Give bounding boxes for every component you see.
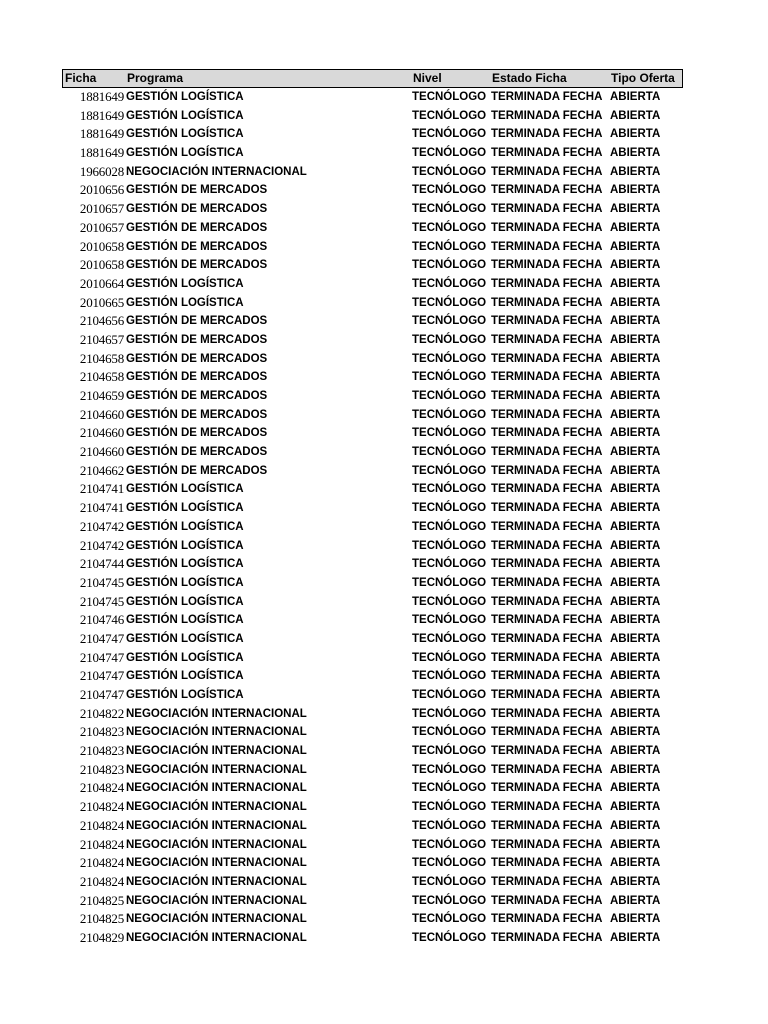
cell-ficha: 1881649 xyxy=(79,107,124,123)
cell-estado-ficha: TERMINADA FECHA xyxy=(491,801,603,814)
cell-nivel: TECNÓLOGO xyxy=(412,184,487,197)
table-row xyxy=(62,462,683,481)
cell-tipo-oferta: ABIERTA xyxy=(610,595,661,608)
cell-nivel: TECNÓLOGO xyxy=(412,91,487,103)
cell-nivel: TECNÓLOGO xyxy=(412,539,487,552)
cell-estado-ficha: TERMINADA FECHA xyxy=(491,296,603,309)
cell-programa: GESTIÓN LOGÍSTICA xyxy=(126,558,244,571)
cell-programa: GESTIÓN LOGÍSTICA xyxy=(126,670,244,683)
cell-tipo-oferta: ABIERTA xyxy=(610,408,661,421)
cell-nivel: TECNÓLOGO xyxy=(412,277,487,290)
cell-ficha: 2104747 xyxy=(79,687,124,702)
cell-programa: GESTIÓN DE MERCADOS xyxy=(126,446,268,459)
cell-tipo-oferta: ABIERTA xyxy=(610,558,661,571)
cell-nivel: TECNÓLOGO xyxy=(412,446,487,459)
cell-estado-ficha: TERMINADA FECHA xyxy=(491,184,603,197)
spreadsheet-table xyxy=(62,69,683,948)
cell-tipo-oferta: ABIERTA xyxy=(610,539,661,552)
table-row xyxy=(62,368,683,387)
cell-programa: GESTIÓN DE MERCADOS xyxy=(126,259,268,272)
table-row xyxy=(62,649,683,668)
cell-programa: NEGOCIACIÓN INTERNACIONAL xyxy=(126,763,307,776)
table-row xyxy=(62,294,683,313)
cell-programa: GESTIÓN LOGÍSTICA xyxy=(126,147,244,160)
table-row xyxy=(62,163,683,182)
cell-tipo-oferta: ABIERTA xyxy=(610,371,661,384)
table-row xyxy=(62,929,683,948)
table-row xyxy=(62,761,683,780)
cell-nivel: TECNÓLOGO xyxy=(412,875,487,888)
cell-ficha: 2104741 xyxy=(79,500,124,516)
header-programa: Programa xyxy=(127,71,184,85)
cell-nivel: TECNÓLOGO xyxy=(412,147,487,160)
table-row xyxy=(62,723,683,742)
cell-programa: GESTIÓN LOGÍSTICA xyxy=(126,539,244,552)
cell-estado-ficha: TERMINADA FECHA xyxy=(491,670,603,683)
cell-ficha: 2104824 xyxy=(79,799,124,815)
cell-ficha: 2104660 xyxy=(79,406,124,422)
cell-estado-ficha: TERMINADA FECHA xyxy=(491,857,603,870)
cell-ficha: 2104658 xyxy=(79,350,124,366)
table-row xyxy=(62,144,683,163)
cell-nivel: TECNÓLOGO xyxy=(412,726,487,739)
cell-ficha: 2104660 xyxy=(79,425,124,441)
table-row xyxy=(62,574,683,593)
table-row xyxy=(62,331,683,350)
cell-programa: GESTIÓN DE MERCADOS xyxy=(126,315,268,328)
cell-programa: GESTIÓN DE MERCADOS xyxy=(126,333,268,346)
cell-tipo-oferta: ABIERTA xyxy=(610,763,661,776)
cell-tipo-oferta: ABIERTA xyxy=(610,838,661,851)
cell-tipo-oferta: ABIERTA xyxy=(610,670,661,683)
cell-ficha: 2104823 xyxy=(79,761,124,777)
cell-nivel: TECNÓLOGO xyxy=(412,689,487,701)
cell-nivel: TECNÓLOGO xyxy=(412,819,487,832)
cell-estado-ficha: TERMINADA FECHA xyxy=(491,446,603,459)
cell-programa: GESTIÓN LOGÍSTICA xyxy=(126,689,244,701)
cell-ficha: 1881649 xyxy=(79,89,124,104)
header-estado-ficha: Estado Ficha xyxy=(492,71,567,85)
cell-ficha: 2104660 xyxy=(79,444,124,460)
cell-ficha: 2104825 xyxy=(79,892,124,908)
cell-ficha: 2104741 xyxy=(79,481,124,497)
cell-tipo-oferta: ABIERTA xyxy=(610,165,661,178)
table-row xyxy=(62,779,683,798)
cell-programa: NEGOCIACIÓN INTERNACIONAL xyxy=(126,875,307,888)
cell-programa: GESTIÓN DE MERCADOS xyxy=(126,427,268,440)
cell-programa: GESTIÓN DE MERCADOS xyxy=(126,221,268,234)
cell-programa: GESTIÓN LOGÍSTICA xyxy=(126,502,244,515)
cell-ficha: 2104823 xyxy=(79,724,124,740)
cell-nivel: TECNÓLOGO xyxy=(412,259,487,272)
cell-tipo-oferta: ABIERTA xyxy=(610,913,661,926)
cell-programa: GESTIÓN DE MERCADOS xyxy=(126,184,268,197)
cell-nivel: TECNÓLOGO xyxy=(412,109,487,122)
cell-ficha: 2104747 xyxy=(79,630,124,646)
cell-tipo-oferta: ABIERTA xyxy=(610,352,661,365)
cell-programa: NEGOCIACIÓN INTERNACIONAL xyxy=(126,913,307,926)
cell-nivel: TECNÓLOGO xyxy=(412,520,487,533)
cell-nivel: TECNÓLOGO xyxy=(412,333,487,346)
table-row xyxy=(62,107,683,126)
cell-ficha: 2104747 xyxy=(79,668,124,684)
cell-nivel: TECNÓLOGO xyxy=(412,801,487,814)
cell-estado-ficha: TERMINADA FECHA xyxy=(491,91,603,103)
cell-estado-ficha: TERMINADA FECHA xyxy=(491,614,603,627)
cell-ficha: 2010656 xyxy=(79,182,124,198)
cell-ficha: 2104657 xyxy=(79,331,124,347)
cell-programa: GESTIÓN LOGÍSTICA xyxy=(126,651,244,664)
cell-programa: NEGOCIACIÓN INTERNACIONAL xyxy=(126,782,307,795)
cell-nivel: TECNÓLOGO xyxy=(412,240,487,253)
table-row xyxy=(62,200,683,219)
cell-ficha: 2104823 xyxy=(79,743,124,759)
cell-estado-ficha: TERMINADA FECHA xyxy=(491,576,603,589)
cell-estado-ficha: TERMINADA FECHA xyxy=(491,558,603,571)
cell-estado-ficha: TERMINADA FECHA xyxy=(491,333,603,346)
cell-ficha: 2010657 xyxy=(79,219,124,235)
table-body xyxy=(62,88,683,948)
table-row xyxy=(62,499,683,518)
cell-nivel: TECNÓLOGO xyxy=(412,296,487,309)
cell-estado-ficha: TERMINADA FECHA xyxy=(491,165,603,178)
cell-estado-ficha: TERMINADA FECHA xyxy=(491,352,603,365)
cell-programa: GESTIÓN LOGÍSTICA xyxy=(126,483,244,496)
cell-estado-ficha: TERMINADA FECHA xyxy=(491,931,603,944)
table-row xyxy=(62,480,683,499)
cell-nivel: TECNÓLOGO xyxy=(412,221,487,234)
cell-nivel: TECNÓLOGO xyxy=(412,558,487,571)
table-row xyxy=(62,667,683,686)
cell-ficha: 2104745 xyxy=(79,593,124,609)
cell-ficha: 1966028 xyxy=(79,163,124,179)
cell-estado-ficha: TERMINADA FECHA xyxy=(491,689,603,701)
cell-nivel: TECNÓLOGO xyxy=(412,390,487,402)
cell-tipo-oferta: ABIERTA xyxy=(610,726,661,739)
table-row xyxy=(62,443,683,462)
table-row xyxy=(62,387,683,406)
header-ficha: Ficha xyxy=(65,71,97,85)
cell-programa: GESTIÓN DE MERCADOS xyxy=(126,352,268,365)
table-row xyxy=(62,611,683,630)
cell-tipo-oferta: ABIERTA xyxy=(610,277,661,290)
cell-tipo-oferta: ABIERTA xyxy=(610,296,661,309)
cell-nivel: TECNÓLOGO xyxy=(412,894,487,907)
cell-programa: GESTIÓN LOGÍSTICA xyxy=(126,614,244,627)
cell-nivel: TECNÓLOGO xyxy=(412,913,487,926)
cell-ficha: 2104829 xyxy=(79,929,124,945)
cell-programa: NEGOCIACIÓN INTERNACIONAL xyxy=(126,745,307,758)
cell-estado-ficha: TERMINADA FECHA xyxy=(491,259,603,272)
cell-nivel: TECNÓLOGO xyxy=(412,464,487,477)
cell-estado-ficha: TERMINADA FECHA xyxy=(491,782,603,795)
cell-programa: GESTIÓN LOGÍSTICA xyxy=(126,296,244,309)
cell-ficha: 2104745 xyxy=(79,574,124,590)
cell-programa: NEGOCIACIÓN INTERNACIONAL xyxy=(126,819,307,832)
cell-tipo-oferta: ABIERTA xyxy=(610,801,661,814)
cell-estado-ficha: TERMINADA FECHA xyxy=(491,128,603,141)
cell-programa: GESTIÓN LOGÍSTICA xyxy=(126,576,244,589)
cell-tipo-oferta: ABIERTA xyxy=(610,502,661,515)
table-row xyxy=(62,424,683,443)
table-row xyxy=(62,125,683,144)
cell-estado-ficha: TERMINADA FECHA xyxy=(491,408,603,421)
cell-tipo-oferta: ABIERTA xyxy=(610,894,661,907)
cell-tipo-oferta: ABIERTA xyxy=(610,315,661,328)
table-row xyxy=(62,275,683,294)
table-row xyxy=(62,238,683,257)
cell-nivel: TECNÓLOGO xyxy=(412,838,487,851)
cell-tipo-oferta: ABIERTA xyxy=(610,632,661,645)
cell-tipo-oferta: ABIERTA xyxy=(610,707,661,720)
cell-ficha: 2104662 xyxy=(79,462,124,478)
cell-nivel: TECNÓLOGO xyxy=(412,857,487,870)
table-row xyxy=(62,854,683,873)
cell-estado-ficha: TERMINADA FECHA xyxy=(491,539,603,552)
cell-tipo-oferta: ABIERTA xyxy=(610,576,661,589)
cell-ficha: 2010665 xyxy=(79,294,124,310)
cell-programa: GESTIÓN DE MERCADOS xyxy=(126,464,268,477)
cell-programa: GESTIÓN LOGÍSTICA xyxy=(126,595,244,608)
cell-nivel: TECNÓLOGO xyxy=(412,782,487,795)
cell-programa: NEGOCIACIÓN INTERNACIONAL xyxy=(126,165,307,178)
cell-programa: GESTIÓN LOGÍSTICA xyxy=(126,277,244,290)
cell-programa: GESTIÓN LOGÍSTICA xyxy=(126,632,244,645)
table-row xyxy=(62,312,683,331)
cell-ficha: 2010664 xyxy=(79,275,124,291)
table-row xyxy=(62,555,683,574)
cell-nivel: TECNÓLOGO xyxy=(412,651,487,664)
cell-tipo-oferta: ABIERTA xyxy=(610,259,661,272)
cell-nivel: TECNÓLOGO xyxy=(412,128,487,141)
cell-estado-ficha: TERMINADA FECHA xyxy=(491,502,603,515)
cell-nivel: TECNÓLOGO xyxy=(412,763,487,776)
cell-estado-ficha: TERMINADA FECHA xyxy=(491,464,603,477)
cell-ficha: 2104822 xyxy=(79,705,124,721)
cell-estado-ficha: TERMINADA FECHA xyxy=(491,427,603,440)
table-row xyxy=(62,350,683,369)
cell-programa: GESTIÓN DE MERCADOS xyxy=(126,203,268,216)
cell-tipo-oferta: ABIERTA xyxy=(610,333,661,346)
cell-estado-ficha: TERMINADA FECHA xyxy=(491,520,603,533)
table-row xyxy=(62,873,683,892)
cell-ficha: 2104742 xyxy=(79,518,124,534)
cell-programa: NEGOCIACIÓN INTERNACIONAL xyxy=(126,894,307,907)
cell-tipo-oferta: ABIERTA xyxy=(610,203,661,216)
cell-ficha: 2104824 xyxy=(79,780,124,796)
cell-ficha: 2104659 xyxy=(79,388,124,403)
cell-tipo-oferta: ABIERTA xyxy=(610,240,661,253)
cell-ficha: 2104747 xyxy=(79,649,124,665)
cell-nivel: TECNÓLOGO xyxy=(412,632,487,645)
cell-tipo-oferta: ABIERTA xyxy=(610,109,661,122)
table-row xyxy=(62,88,683,107)
cell-tipo-oferta: ABIERTA xyxy=(610,819,661,832)
cell-estado-ficha: TERMINADA FECHA xyxy=(491,632,603,645)
table-row xyxy=(62,836,683,855)
cell-ficha: 2104744 xyxy=(79,556,124,572)
cell-estado-ficha: TERMINADA FECHA xyxy=(491,913,603,926)
cell-estado-ficha: TERMINADA FECHA xyxy=(491,651,603,664)
cell-tipo-oferta: ABIERTA xyxy=(610,446,661,459)
header-tipo-oferta: Tipo Oferta xyxy=(611,71,675,85)
cell-tipo-oferta: ABIERTA xyxy=(610,221,661,234)
cell-tipo-oferta: ABIERTA xyxy=(610,745,661,758)
cell-estado-ficha: TERMINADA FECHA xyxy=(491,838,603,851)
table-row xyxy=(62,686,683,705)
cell-tipo-oferta: ABIERTA xyxy=(610,427,661,440)
table-row xyxy=(62,742,683,761)
cell-tipo-oferta: ABIERTA xyxy=(610,91,661,103)
table-row xyxy=(62,518,683,537)
cell-estado-ficha: TERMINADA FECHA xyxy=(491,315,603,328)
cell-nivel: TECNÓLOGO xyxy=(412,931,487,944)
cell-programa: GESTIÓN LOGÍSTICA xyxy=(126,520,244,533)
cell-estado-ficha: TERMINADA FECHA xyxy=(491,109,603,122)
cell-nivel: TECNÓLOGO xyxy=(412,352,487,365)
cell-tipo-oferta: ABIERTA xyxy=(610,857,661,870)
cell-estado-ficha: TERMINADA FECHA xyxy=(491,203,603,216)
cell-tipo-oferta: ABIERTA xyxy=(610,147,661,160)
cell-estado-ficha: TERMINADA FECHA xyxy=(491,371,603,384)
cell-tipo-oferta: ABIERTA xyxy=(610,689,661,701)
cell-nivel: TECNÓLOGO xyxy=(412,203,487,216)
cell-ficha: 2104824 xyxy=(79,855,124,871)
cell-nivel: TECNÓLOGO xyxy=(412,315,487,328)
cell-ficha: 1881649 xyxy=(79,145,124,161)
cell-estado-ficha: TERMINADA FECHA xyxy=(491,745,603,758)
table-header-row xyxy=(62,69,683,88)
table-row xyxy=(62,630,683,649)
table-row xyxy=(62,910,683,929)
cell-estado-ficha: TERMINADA FECHA xyxy=(491,726,603,739)
cell-ficha: 2104656 xyxy=(79,313,124,329)
cell-programa: NEGOCIACIÓN INTERNACIONAL xyxy=(126,726,307,739)
table-row xyxy=(62,817,683,836)
cell-tipo-oferta: ABIERTA xyxy=(610,875,661,888)
cell-tipo-oferta: ABIERTA xyxy=(610,390,661,402)
cell-ficha: 2104825 xyxy=(79,911,124,927)
cell-nivel: TECNÓLOGO xyxy=(412,408,487,421)
cell-programa: GESTIÓN LOGÍSTICA xyxy=(126,91,244,103)
cell-tipo-oferta: ABIERTA xyxy=(610,782,661,795)
table-row xyxy=(62,892,683,911)
cell-nivel: TECNÓLOGO xyxy=(412,707,487,720)
cell-programa: NEGOCIACIÓN INTERNACIONAL xyxy=(126,931,307,944)
cell-programa: NEGOCIACIÓN INTERNACIONAL xyxy=(126,707,307,720)
cell-programa: GESTIÓN DE MERCADOS xyxy=(126,371,268,384)
cell-nivel: TECNÓLOGO xyxy=(412,371,487,384)
cell-nivel: TECNÓLOGO xyxy=(412,670,487,683)
cell-estado-ficha: TERMINADA FECHA xyxy=(491,819,603,832)
cell-nivel: TECNÓLOGO xyxy=(412,576,487,589)
cell-ficha: 2104746 xyxy=(79,612,124,628)
cell-nivel: TECNÓLOGO xyxy=(412,745,487,758)
cell-nivel: TECNÓLOGO xyxy=(412,483,487,496)
table-row xyxy=(62,219,683,238)
cell-tipo-oferta: ABIERTA xyxy=(610,614,661,627)
table-row xyxy=(62,705,683,724)
cell-estado-ficha: TERMINADA FECHA xyxy=(491,277,603,290)
cell-nivel: TECNÓLOGO xyxy=(412,502,487,515)
cell-estado-ficha: TERMINADA FECHA xyxy=(491,595,603,608)
cell-ficha: 2104824 xyxy=(79,873,124,889)
cell-nivel: TECNÓLOGO xyxy=(412,595,487,608)
table-row xyxy=(62,256,683,275)
cell-estado-ficha: TERMINADA FECHA xyxy=(491,875,603,888)
cell-programa: GESTIÓN DE MERCADOS xyxy=(126,408,268,421)
cell-nivel: TECNÓLOGO xyxy=(412,165,487,178)
cell-programa: GESTIÓN DE MERCADOS xyxy=(126,390,268,402)
cell-programa: NEGOCIACIÓN INTERNACIONAL xyxy=(126,801,307,814)
cell-tipo-oferta: ABIERTA xyxy=(610,520,661,533)
cell-ficha: 1881649 xyxy=(79,126,124,142)
cell-estado-ficha: TERMINADA FECHA xyxy=(491,483,603,496)
cell-tipo-oferta: ABIERTA xyxy=(610,931,661,944)
cell-nivel: TECNÓLOGO xyxy=(412,427,487,440)
table-row xyxy=(62,798,683,817)
cell-ficha: 2104658 xyxy=(79,369,124,385)
cell-estado-ficha: TERMINADA FECHA xyxy=(491,221,603,234)
table-row xyxy=(62,181,683,200)
cell-nivel: TECNÓLOGO xyxy=(412,614,487,627)
cell-programa: NEGOCIACIÓN INTERNACIONAL xyxy=(126,857,307,870)
cell-estado-ficha: TERMINADA FECHA xyxy=(491,390,603,402)
cell-estado-ficha: TERMINADA FECHA xyxy=(491,147,603,160)
cell-programa: NEGOCIACIÓN INTERNACIONAL xyxy=(126,838,307,851)
cell-ficha: 2104824 xyxy=(79,836,124,852)
cell-programa: GESTIÓN LOGÍSTICA xyxy=(126,109,244,122)
cell-estado-ficha: TERMINADA FECHA xyxy=(491,763,603,776)
cell-estado-ficha: TERMINADA FECHA xyxy=(491,707,603,720)
header-nivel: Nivel xyxy=(413,71,442,85)
cell-programa: GESTIÓN LOGÍSTICA xyxy=(126,128,244,141)
cell-ficha: 2010658 xyxy=(79,257,124,273)
cell-ficha: 2104742 xyxy=(79,537,124,553)
cell-tipo-oferta: ABIERTA xyxy=(610,651,661,664)
cell-ficha: 2104824 xyxy=(79,817,124,833)
table-row xyxy=(62,406,683,425)
cell-ficha: 2010657 xyxy=(79,201,124,217)
cell-tipo-oferta: ABIERTA xyxy=(610,184,661,197)
cell-estado-ficha: TERMINADA FECHA xyxy=(491,240,603,253)
cell-tipo-oferta: ABIERTA xyxy=(610,483,661,496)
cell-programa: GESTIÓN DE MERCADOS xyxy=(126,240,268,253)
table-row xyxy=(62,593,683,612)
cell-tipo-oferta: ABIERTA xyxy=(610,128,661,141)
table-row xyxy=(62,537,683,556)
cell-estado-ficha: TERMINADA FECHA xyxy=(491,894,603,907)
cell-ficha: 2010658 xyxy=(79,238,124,254)
cell-tipo-oferta: ABIERTA xyxy=(610,464,661,477)
